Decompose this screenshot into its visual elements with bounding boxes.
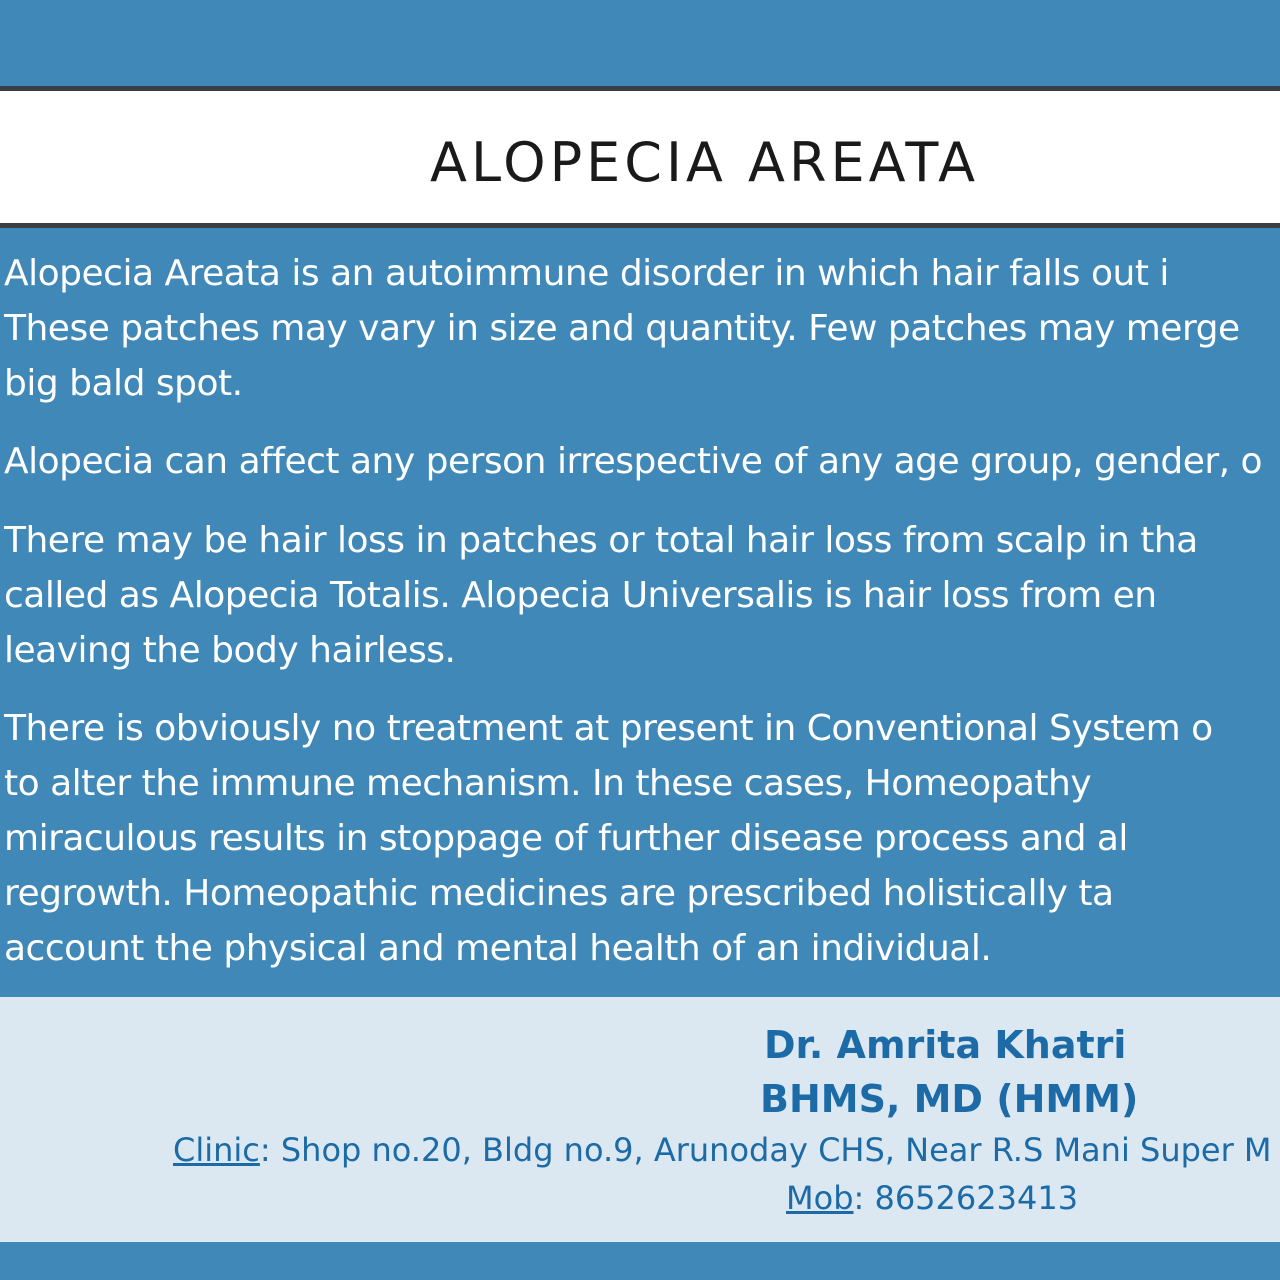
mobile-number [786,1179,1078,1217]
text-line: big bald spot. [4,363,243,404]
text-line: There may be hair loss in patches or total hair loss from scalp in tha [4,520,1198,561]
contact-footer [0,997,1280,1242]
doctor-name: Dr. Amrita Khatri [764,1023,1127,1067]
page-title: ALOPECIA AREATA [430,131,980,194]
body-text [4,246,1280,990]
text-line: called as Alopecia Totalis. Alopecia Universalis is hair loss from en [4,575,1157,616]
title-bar [0,86,1280,228]
clinic-address-text: : Shop no.20, Bldg no.9, Arunoday CHS, Near R.S Mani Super M [259,1131,1272,1169]
text-line: account the physical and mental health of an individual. [4,928,992,969]
paragraph-affects [4,434,1280,489]
top-band [0,0,1280,86]
clinic-label: Clinic [173,1131,260,1169]
paragraph-definition [4,246,1280,411]
text-line: leaving the body hairless. [4,630,456,671]
mob-number-text: : 8652623413 [853,1179,1079,1217]
text-line: miraculous results in stoppage of further disease process and al [4,818,1128,859]
text-line: regrowth. Homeopathic medicines are prescribed holistically ta [4,873,1114,914]
text-line: Alopecia Areata is an autoimmune disorder in which hair falls out i [4,253,1169,294]
mob-label: Mob [786,1179,854,1217]
paragraph-treatment [4,701,1280,976]
text-line: Alopecia can affect any person irrespective of any age group, gender, o [4,441,1263,482]
text-line: These patches may vary in size and quantity. Few patches may merge [4,308,1240,349]
paragraph-types [4,513,1280,678]
bottom-band [0,1242,1280,1280]
text-line: There is obviously no treatment at present in Conventional System o [4,708,1213,749]
clinic-address [173,1131,1280,1169]
doctor-degree: BHMS, MD (HMM) [760,1077,1139,1121]
text-line: to alter the immune mechanism. In these cases, Homeopathy [4,763,1092,804]
